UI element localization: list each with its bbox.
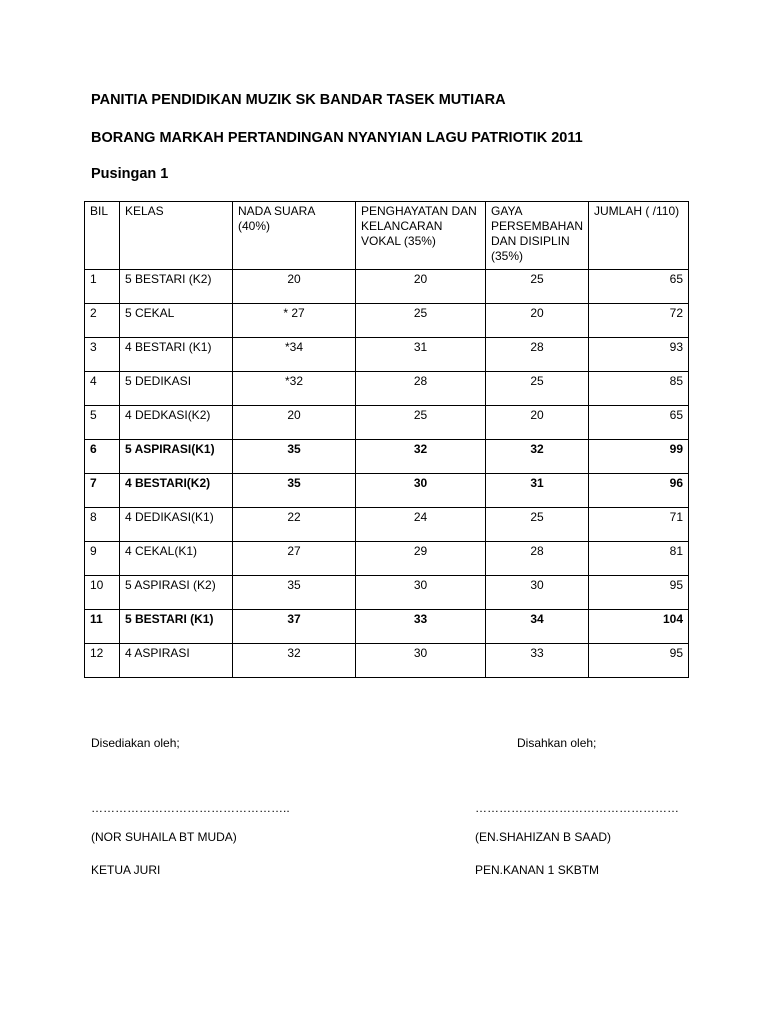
- cell-kelas: 4 BESTARI(K2): [120, 474, 233, 508]
- cell-kelas: 4 CEKAL(K1): [120, 542, 233, 576]
- cell-gaya: 31: [486, 474, 589, 508]
- cell-nada-suara: 35: [233, 576, 356, 610]
- cell-penghayatan: 24: [356, 508, 486, 542]
- header-nada-suara: NADA SUARA (40%): [233, 202, 356, 270]
- cell-kelas: 4 DEDIKASI(K1): [120, 508, 233, 542]
- table-row: [85, 338, 689, 372]
- prepared-signature-line: …………………………………………..: [91, 801, 290, 815]
- cell-nada-suara: 32: [233, 644, 356, 678]
- cell-gaya: 20: [486, 304, 589, 338]
- cell-kelas: 5 BESTARI (K2): [120, 270, 233, 304]
- cell-nada-suara: 35: [233, 440, 356, 474]
- cell-kelas: 4 ASPIRASI: [120, 644, 233, 678]
- header-penghayatan: PENGHAYATAN DAN KELANCARAN VOKAL (35%): [356, 202, 486, 270]
- table-row: [85, 440, 689, 474]
- table-row: [85, 304, 689, 338]
- cell-kelas: 5 ASPIRASI (K2): [120, 576, 233, 610]
- cell-penghayatan: 32: [356, 440, 486, 474]
- cell-nada-suara: * 27: [233, 304, 356, 338]
- prepared-by-role: KETUA JURI: [91, 863, 161, 877]
- round-title: Pusingan 1: [91, 166, 169, 182]
- cell-jumlah: 81: [589, 542, 689, 576]
- cell-penghayatan: 30: [356, 474, 486, 508]
- cell-jumlah: 65: [589, 406, 689, 440]
- table-row: [85, 508, 689, 542]
- verified-by-name: (EN.SHAHIZAN B SAAD): [475, 830, 612, 844]
- cell-jumlah: 72: [589, 304, 689, 338]
- header-bil: BIL: [85, 202, 120, 270]
- cell-kelas: 4 BESTARI (K1): [120, 338, 233, 372]
- cell-gaya: 34: [486, 610, 589, 644]
- cell-bil: 2: [85, 304, 120, 338]
- cell-jumlah: 95: [589, 644, 689, 678]
- cell-gaya: 33: [486, 644, 589, 678]
- cell-gaya: 25: [486, 270, 589, 304]
- cell-gaya: 32: [486, 440, 589, 474]
- header-gaya: GAYA PERSEMBAHAN DAN DISIPLIN (35%): [486, 202, 589, 270]
- cell-jumlah: 85: [589, 372, 689, 406]
- cell-nada-suara: 35: [233, 474, 356, 508]
- cell-bil: 5: [85, 406, 120, 440]
- table-row: [85, 542, 689, 576]
- document-title: PANITIA PENDIDIKAN MUZIK SK BANDAR TASEK MUTIARA: [91, 92, 506, 108]
- prepared-by-label: Disediakan oleh;: [91, 736, 180, 750]
- table-row: [85, 644, 689, 678]
- header-kelas: KELAS: [120, 202, 233, 270]
- cell-bil: 6: [85, 440, 120, 474]
- cell-penghayatan: 25: [356, 406, 486, 440]
- cell-bil: 9: [85, 542, 120, 576]
- table-row: [85, 372, 689, 406]
- cell-penghayatan: 29: [356, 542, 486, 576]
- cell-jumlah: 93: [589, 338, 689, 372]
- cell-gaya: 28: [486, 338, 589, 372]
- cell-jumlah: 95: [589, 576, 689, 610]
- table-header-row: [85, 202, 689, 270]
- verified-by-label: Disahkan oleh;: [517, 736, 597, 750]
- cell-gaya: 20: [486, 406, 589, 440]
- marks-table: [84, 201, 689, 678]
- table-row: [85, 610, 689, 644]
- cell-kelas: 5 BESTARI (K1): [120, 610, 233, 644]
- cell-jumlah: 71: [589, 508, 689, 542]
- cell-bil: 7: [85, 474, 120, 508]
- cell-gaya: 25: [486, 508, 589, 542]
- cell-penghayatan: 33: [356, 610, 486, 644]
- cell-bil: 4: [85, 372, 120, 406]
- table-row: [85, 576, 689, 610]
- cell-gaya: 25: [486, 372, 589, 406]
- verified-by-role: PEN.KANAN 1 SKBTM: [475, 863, 600, 877]
- cell-kelas: 5 ASPIRASI(K1): [120, 440, 233, 474]
- cell-nada-suara: 37: [233, 610, 356, 644]
- cell-kelas: 5 DEDIKASI: [120, 372, 233, 406]
- cell-bil: 8: [85, 508, 120, 542]
- cell-nada-suara: *32: [233, 372, 356, 406]
- cell-penghayatan: 31: [356, 338, 486, 372]
- cell-bil: 3: [85, 338, 120, 372]
- cell-penghayatan: 30: [356, 644, 486, 678]
- cell-bil: 12: [85, 644, 120, 678]
- cell-kelas: 4 DEDKASI(K2): [120, 406, 233, 440]
- cell-nada-suara: 20: [233, 270, 356, 304]
- cell-jumlah: 96: [589, 474, 689, 508]
- cell-jumlah: 65: [589, 270, 689, 304]
- form-title: BORANG MARKAH PERTANDINGAN NYANYIAN LAGU PATRIOTIK 2011: [91, 130, 583, 146]
- cell-penghayatan: 30: [356, 576, 486, 610]
- cell-nada-suara: 22: [233, 508, 356, 542]
- verified-signature-line: ……………………………………………: [475, 801, 679, 815]
- cell-nada-suara: 27: [233, 542, 356, 576]
- table-row: [85, 474, 689, 508]
- cell-bil: 10: [85, 576, 120, 610]
- table-row: [85, 406, 689, 440]
- cell-gaya: 28: [486, 542, 589, 576]
- cell-gaya: 30: [486, 576, 589, 610]
- cell-nada-suara: 20: [233, 406, 356, 440]
- cell-bil: 11: [85, 610, 120, 644]
- cell-penghayatan: 25: [356, 304, 486, 338]
- cell-nada-suara: *34: [233, 338, 356, 372]
- cell-kelas: 5 CEKAL: [120, 304, 233, 338]
- cell-penghayatan: 20: [356, 270, 486, 304]
- cell-jumlah: 104: [589, 610, 689, 644]
- cell-bil: 1: [85, 270, 120, 304]
- prepared-by-name: (NOR SUHAILA BT MUDA): [91, 830, 237, 844]
- header-jumlah: JUMLAH ( /110): [589, 202, 689, 270]
- table-row: [85, 270, 689, 304]
- cell-jumlah: 99: [589, 440, 689, 474]
- cell-penghayatan: 28: [356, 372, 486, 406]
